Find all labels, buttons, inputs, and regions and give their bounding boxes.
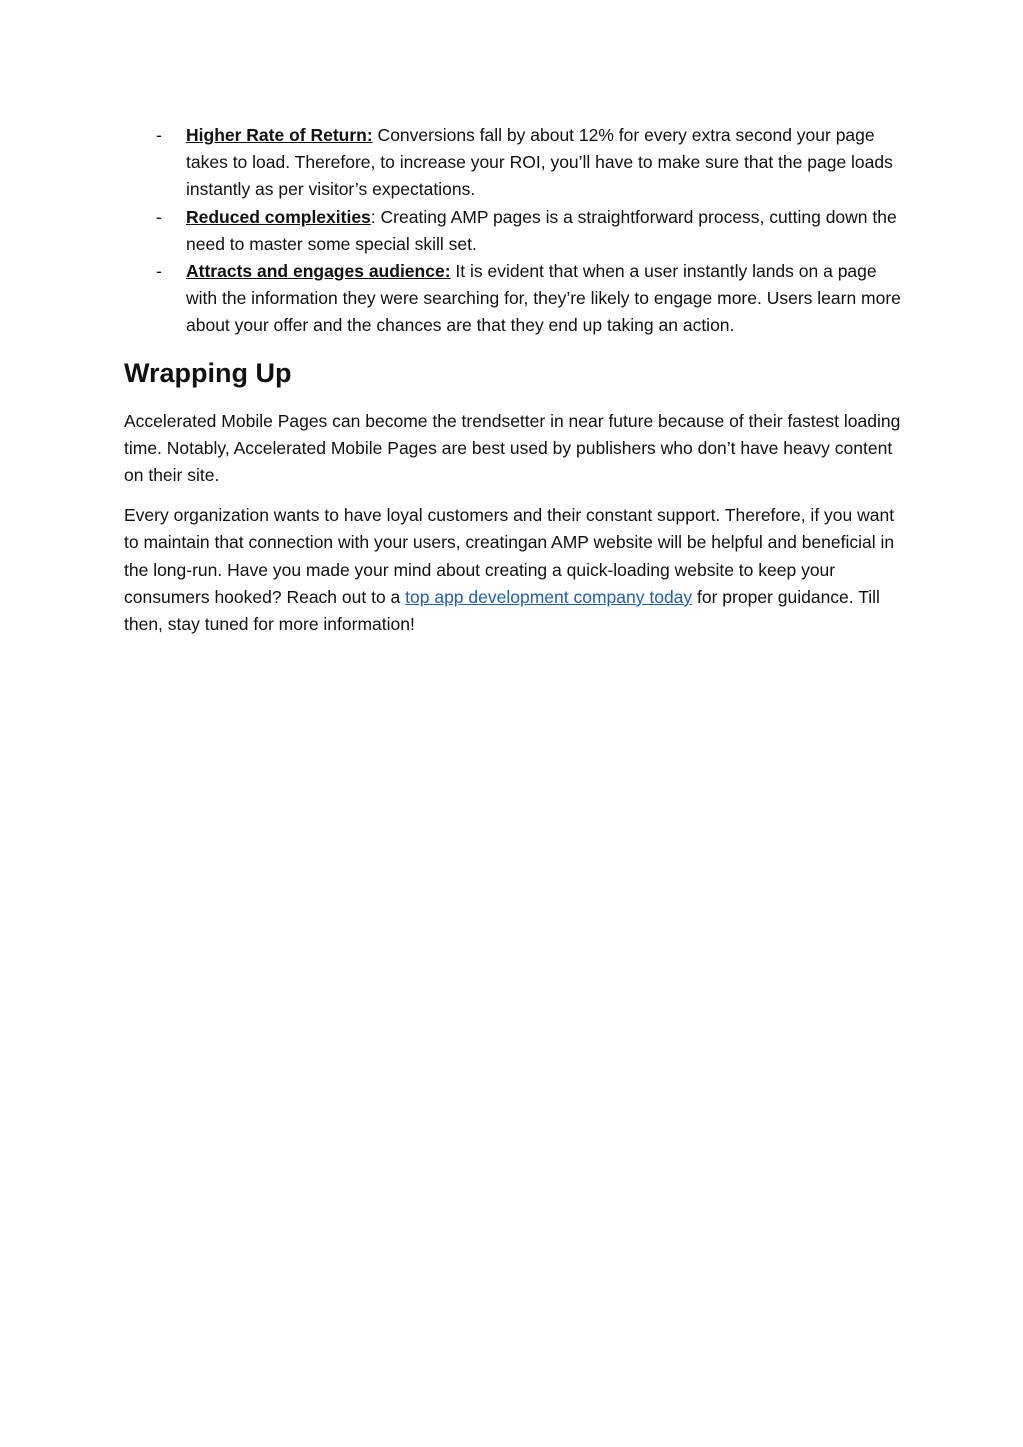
bullet-term-reduced-complexities: Reduced complexities: [186, 206, 371, 227]
top-app-development-link[interactable]: top app development company today: [405, 586, 693, 607]
paragraph-intro: Accelerated Mobile Pages can become the trendsetter in near future because of their fastest loading time. Notably, Accelerated Mobile Pages are best used by publishers who don’t have heavy content on their site.: [124, 410, 901, 486]
list-item: [124, 204, 904, 258]
list-item: [124, 122, 904, 204]
list-item: [124, 258, 904, 340]
bullet-term-attracts-and-engages-audience: Attracts and engages audience:: [186, 261, 451, 282]
section-heading: Wrapping Up: [124, 357, 292, 388]
bullet-dash: -: [156, 125, 162, 145]
bullet-text: : Creating AMP pages is a straightforward process, cutting down the need to master some special skill set.: [186, 206, 897, 254]
bullet-dash: -: [156, 261, 162, 282]
paragraph-closing: [124, 502, 904, 638]
bullet-dash: -: [156, 206, 162, 227]
bullet-term-higher-rate-of-return: Higher Rate of Return:: [186, 125, 373, 145]
bullet-text: It is evident that when a user instantly lands on a page with the information they were searching for, they’re likely to engage more. Users learn more about your offer and the chances are that they end up taking an action.: [186, 261, 901, 336]
bullet-text: Conversions fall by about 12% for every extra second your page takes to load. Therefore, to increase your ROI, you’ll have to make sure that the page loads instantly as per visitor’s expectations.: [186, 125, 893, 200]
paragraph-closing-tail: for proper guidance. Till then, stay tuned for more information!: [124, 586, 880, 635]
paragraph-closing-text: Every organization wants to have loyal customers and their constant support. Therefore, if you want to maintain that connection with your users, creatingan AMP website will be helpful and beneficial in the long-run. Have you made your mind about creating a quick-loading website to keep your consumers hooked? Reach out to a: [124, 505, 895, 607]
benefits-list: [124, 122, 904, 340]
document-content: [124, 122, 904, 651]
